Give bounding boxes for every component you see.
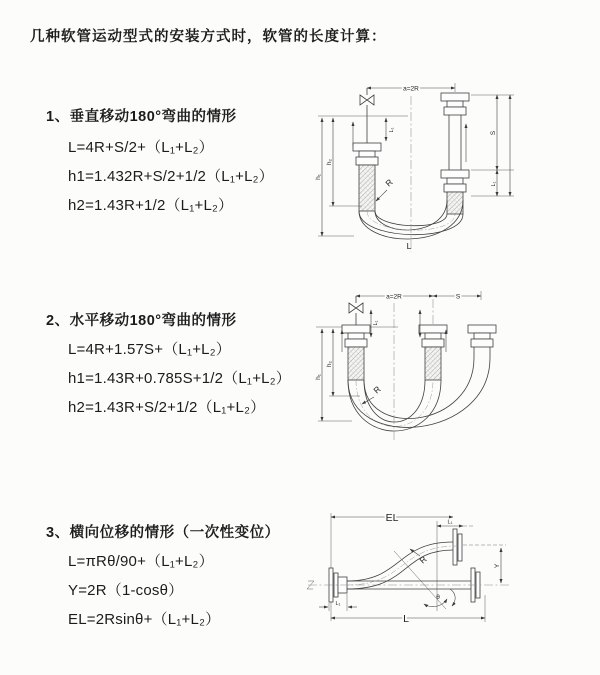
d1-l1-right-label: L₁ (491, 181, 497, 187)
d1-l1-left-label: L₁ (389, 127, 395, 133)
d3-l1-top-label: L₁ (447, 519, 453, 526)
d1-right-dimensions (471, 95, 514, 196)
d3-y-label: Y (494, 563, 501, 569)
d1-s-label: S (490, 130, 497, 136)
formula-s2-L: L=4R+1.57S+（L₁+L₂） (68, 341, 231, 358)
d1-right-pipe-two-positions (441, 93, 469, 214)
diagram-lateral-displacement (300, 500, 565, 635)
d1-h2-label: h₂ (326, 158, 333, 166)
d2-valve-icon (349, 296, 363, 325)
d1-radius-label: R (383, 177, 395, 189)
d3-displaced-hose (347, 542, 457, 589)
formula-s2-h2: h2=1.43R+S/2+1/2（L₁+L₂） (68, 399, 266, 416)
d2-span-label: a=2R (386, 293, 402, 301)
d3-length-dimension (331, 595, 485, 625)
formula-s2-h1: h1=1.43R+0.785S+1/2（L₁+L₂） (68, 370, 291, 387)
d1-valve-icon (360, 88, 374, 143)
d2-l1-dimensions (371, 310, 420, 337)
section-1-heading: 1、垂直移动180°弯曲的情形 (46, 109, 237, 125)
d1-top-span-dimension (367, 83, 455, 93)
d2-hose-u-bends (348, 358, 490, 431)
page-title: 几种软管运动型式的安装方式时，软管的长度计算： (30, 29, 387, 45)
d3-l1-bottom-label: L₁ (335, 601, 341, 607)
d2-offset-label: S (455, 293, 461, 301)
d2-top-dimensions (356, 291, 481, 301)
d2-h1-label: h₁ (315, 374, 322, 380)
formula-s3-Y: Y=2R（1-cosθ） (68, 582, 184, 599)
formula-s3-L: L=πRθ/90+（L₁+L₂） (68, 553, 214, 570)
formula-s1-h1: h1=1.432R+S/2+1/2（L₁+L₂） (68, 168, 274, 185)
d2-l1-label: L₁ (373, 320, 379, 326)
d3-el-label: EL (385, 512, 399, 524)
d3-radius-label: R (417, 554, 429, 566)
formula-s1-L: L=4R+S/2+（L₁+L₂） (68, 139, 214, 156)
d3-theta-label: θ (436, 594, 440, 601)
d1-radius-callout (376, 177, 395, 201)
d1-height-dimensions (315, 118, 362, 236)
d2-h2-label: h₂ (326, 360, 333, 368)
d1-length-label: L (406, 241, 412, 251)
formula-s1-h2: h2=1.43R+1/2（L₁+L₂） (68, 197, 234, 214)
d1-left-pipe-fitting (353, 143, 381, 211)
d1-l1-left-dimension (386, 118, 395, 141)
d3-y-dimension (463, 545, 506, 583)
d3-length-label: L (403, 613, 409, 625)
formula-s3-EL: EL=2Rsinθ+（L₁+L₂） (68, 611, 221, 628)
diagram-horizontal-180 (310, 283, 525, 445)
d1-h1-label: h₁ (315, 174, 322, 180)
diagram-vertical-180 (310, 70, 555, 255)
d3-upper-flange (453, 529, 462, 565)
section-2-heading: 2、水平移动180°弯曲的情形 (46, 313, 237, 329)
d2-radius-label: R (371, 384, 383, 396)
section-3-heading: 3、横向位移的情形（一次性变位） (46, 525, 280, 541)
d1-span-label: a=2R (403, 85, 419, 93)
